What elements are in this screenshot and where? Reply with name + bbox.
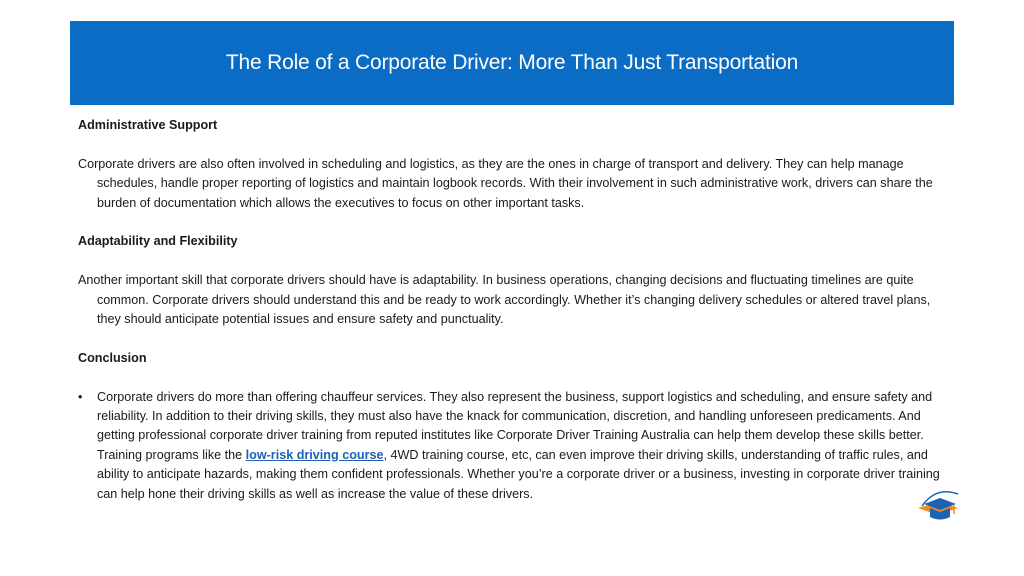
page-title: The Role of a Corporate Driver: More Than Just Transportation (225, 51, 799, 74)
spacer (78, 252, 948, 271)
conclusion-text-before-link: Corporate drivers do more than offering chauffeur services. They also represent the business, support logistics and scheduling, and ensure safety and reliability. In addition to their driving skills, they must also have the knack for communication, discretion, and handling unforeseen predicaments. And getting professional corporate driver training from reputed institutes like Corporate Driver Training Australia can help them develop these skills better. Training programs like the (97, 389, 933, 462)
section-heading-adaptability: Adaptability and Flexibility (78, 234, 238, 249)
spacer (78, 329, 948, 348)
graduation-cap-logo-icon (914, 484, 962, 526)
spacer (78, 135, 948, 154)
adaptability-paragraph: Another important skill that corporate drivers should have is adaptability. In business operations, changing decisions and fluctuating timelines are quite common. Corporate drivers should understand this and be ready to work accordingly. Whether it’s changing delivery schedules or altered travel plans, they should anticipate potential issues and ensure safety and punctuality. (78, 273, 931, 327)
conclusion-text-after-link: , 4WD training course, etc, can even improve their driving skills, understanding of traffic rules, and ability to anticipate hazards, making them confident professionals. Whether you’re a corporate driver or a business, investing in corporate driver training can help hone their driving skills as well as increase the value of these drivers. (97, 447, 940, 501)
spacer (78, 213, 948, 232)
low-risk-driving-course-link[interactable]: low-risk driving course (245, 447, 384, 462)
title-banner (70, 21, 954, 105)
slide-content (78, 116, 948, 504)
bullet-icon: • (78, 389, 83, 404)
conclusion-bullet-item (78, 388, 948, 504)
spacer (78, 368, 948, 387)
section-heading-administrative-support: Administrative Support (78, 118, 218, 132)
conclusion-paragraph (97, 388, 948, 504)
section-heading-conclusion: Conclusion (78, 350, 147, 365)
administrative-support-paragraph: Corporate drivers are also often involved in scheduling and logistics, as they are the ones in charge of transport and delivery. They can help manage schedules, handle proper reporting of logistics and maintain logbook records. With their involvement in such administrative work, drivers can share the burden of documentation which allows the executives to focus on other important tasks. (78, 156, 933, 210)
